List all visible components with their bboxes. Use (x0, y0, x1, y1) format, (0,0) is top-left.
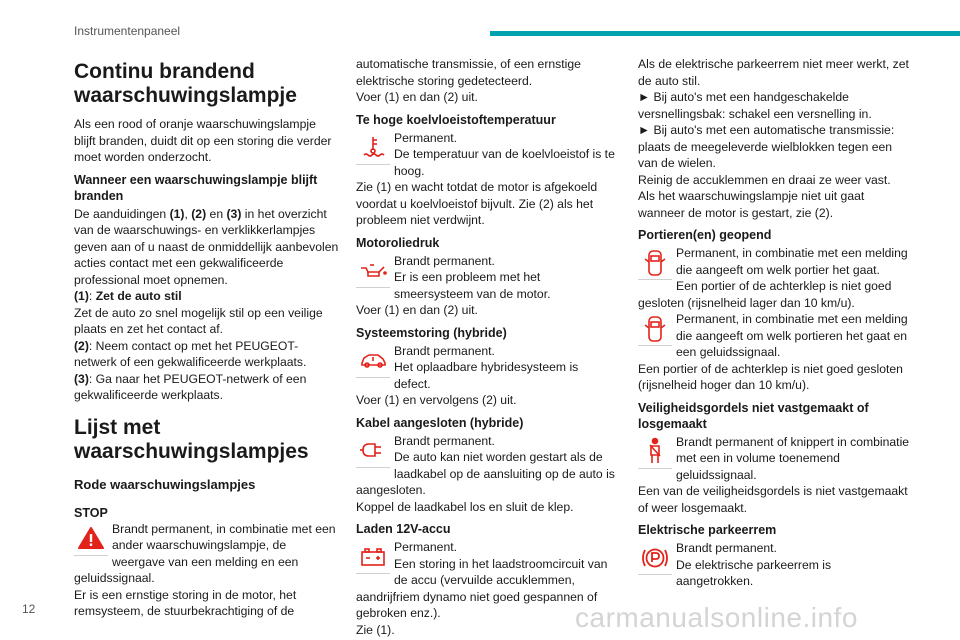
running-header: Instrumentenpaneel (74, 24, 181, 38)
coolant-temperature-icon (356, 131, 390, 165)
watermark: carmanualsonline.info (575, 602, 858, 633)
seatbelt-heading: Veiligheidsgordels niet vastgemaakt of losgemaakt (638, 400, 869, 431)
doors-detail-1: Een portier of de achterklep is niet goed gesloten (rijsnelheid lager dan 10 km/u). (638, 279, 892, 310)
lamp-persists-note: Als het waarschuwingslampje niet uit gaat wanneer de motor is gestart, zie (2). (638, 189, 865, 220)
system-fault-entry: Brandt permanent. Het oplaadbare hybridesysteem is defect. (356, 343, 618, 393)
stop-detail-continued: automatische transmissie, of een ernstige elektrische storing gedetecteerd. (356, 57, 581, 88)
doors-entry-2: Permanent, in combinatie met een melding die aangeeft om welk portieren het gaat en een geluidssignaal. (638, 311, 910, 361)
subheading: Wanneer een waarschuwingslampje blijft branden (74, 172, 318, 203)
stop-entry: Brandt permanent, in combinatie met een ander waarschuwingslampje, de weergave van een melding en een geluidssignaal. (74, 521, 336, 585)
parking-brake-heading: Elektrische parkeerrem (638, 523, 777, 537)
indication-3: (3): Ga naar het PEUGEOT-netwerk of een gekwalificeerde werkplaats. (74, 371, 307, 402)
stop-warning-icon (74, 522, 108, 556)
doors-detail-2: Een portier of de achterklep is niet goed gesloten (rijsnelheid hoger dan 10 km/u). (638, 361, 903, 392)
page-number: 12 (22, 602, 36, 616)
stop-detail: Er is een ernstige storing in de motor, het remsysteem, de stuurbekrachtiging of de (74, 587, 297, 618)
seatbelt-icon (638, 435, 672, 469)
battery-icon (356, 540, 390, 574)
automatic-transmission-step: ► Bij auto's met een automatische transmissie: plaats de meegeleverde wielblokken tegen een van de wielen. (638, 123, 895, 170)
oil-heading: Motoroliedruk (356, 235, 440, 250)
indications-paragraph: De aanduidingen (1), (2) en (3) in het overzicht van de waarschuwings- en verklikkerlampjes geven aan of u naast de onmiddellijk aanbevolen acties contact met een gekwalificeerde professional moet opnemen. (74, 206, 339, 287)
indication-1: (1): Zet de auto stil (74, 289, 182, 303)
door-open-icon (638, 312, 672, 346)
system-fault-heading: Systeemstoring (hybride) (356, 325, 507, 340)
section-title: Continu brandend waarschuwingslampje (74, 60, 297, 107)
manual-gearbox-step: ► Bij auto's met een handgeschakelde versnellingsbak: schakel een versnelling in. (638, 90, 872, 121)
system-fault-action: Voer (1) en vervolgens (2) uit. (356, 393, 517, 407)
hybrid-car-fault-icon (356, 344, 390, 378)
charging-cable-icon (356, 434, 390, 468)
battery-charge-entry: Permanent. Een storing in het laadstroomcircuit van de accu (vervuilde accuklemmen, aandrijfriem dynamo niet goed gespannen of gebroken enz.). (356, 540, 608, 620)
battery-charge-action: Zie (1). (356, 622, 395, 637)
column-1 (74, 56, 340, 620)
battery-charge-heading: Laden 12V-accu (356, 522, 451, 536)
oil-entry: Brandt permanent. Er is een probleem met het smeersysteem van de motor. (356, 253, 618, 303)
column-2 (356, 56, 618, 638)
battery-terminal-note: Reinig de accuklemmen en draai ze weer vast. (638, 172, 891, 187)
intro-paragraph: Als een rood of oranje waarschuwingslampje blijft branden, duidt dit op een storing die verder moet worden onderzocht. (74, 117, 332, 164)
column-3 (638, 56, 910, 590)
parking-brake-note: Als de elektrische parkeerrem niet meer werkt, zet de auto stil. (638, 57, 909, 88)
indication-2: (2): Neem contact op met het PEUGEOT-netwerk of een gekwalificeerde werkplaats. (74, 338, 307, 369)
doors-heading: Portieren(en) geopend (638, 228, 772, 242)
cable-heading: Kabel aangesloten (hybride) (356, 415, 524, 430)
seatbelt-detail: Een van de veiligheidsgordels is niet vastgemaakt of weer losgemaakt. (638, 484, 908, 515)
door-open-icon (638, 246, 672, 280)
stop-heading: STOP (74, 505, 108, 520)
doors-entry-1: Permanent, in combinatie met een melding die aangeeft om welk portier het gaat. (638, 245, 910, 278)
header-accent-bar (490, 31, 960, 36)
parking-brake-icon (638, 541, 672, 575)
indication-1-text: Zet de auto zo snel mogelijk stil op een veilige plaats en zet het contact af. (74, 305, 323, 336)
coolant-action: Zie (1) en wacht totdat de motor is afgekoeld voordat u koelvloeistof bijvult. Zie (2) als het probleem niet verdwijnt. (356, 180, 598, 227)
coolant-entry: Permanent. De temperatuur van de koelvloeistof is te hoog. (356, 130, 618, 180)
cable-action: Koppel de laadkabel los en sluit de klep. (356, 499, 574, 514)
oil-pressure-icon (356, 254, 390, 288)
parking-brake-entry: Brandt permanent. De elektrische parkeerrem is aangetrokken. (638, 540, 910, 590)
cable-entry: Brandt permanent. De auto kan niet worden gestart als de laadkabel op de aansluiting op de auto is aangesloten. (356, 433, 615, 497)
list-title: Lijst met waarschuwingslampjes (74, 415, 309, 463)
oil-action: Voer (1) en dan (2) uit. (356, 303, 478, 317)
seatbelt-entry: Brandt permanent of knippert in combinatie met een in volume toenemend geluidssignaal. (638, 434, 910, 484)
stop-action: Voer (1) en dan (2) uit. (356, 90, 478, 104)
coolant-heading: Te hoge koelvloeistoftemperatuur (356, 112, 556, 127)
red-lamps-heading: Rode waarschuwingslampjes (74, 476, 256, 492)
